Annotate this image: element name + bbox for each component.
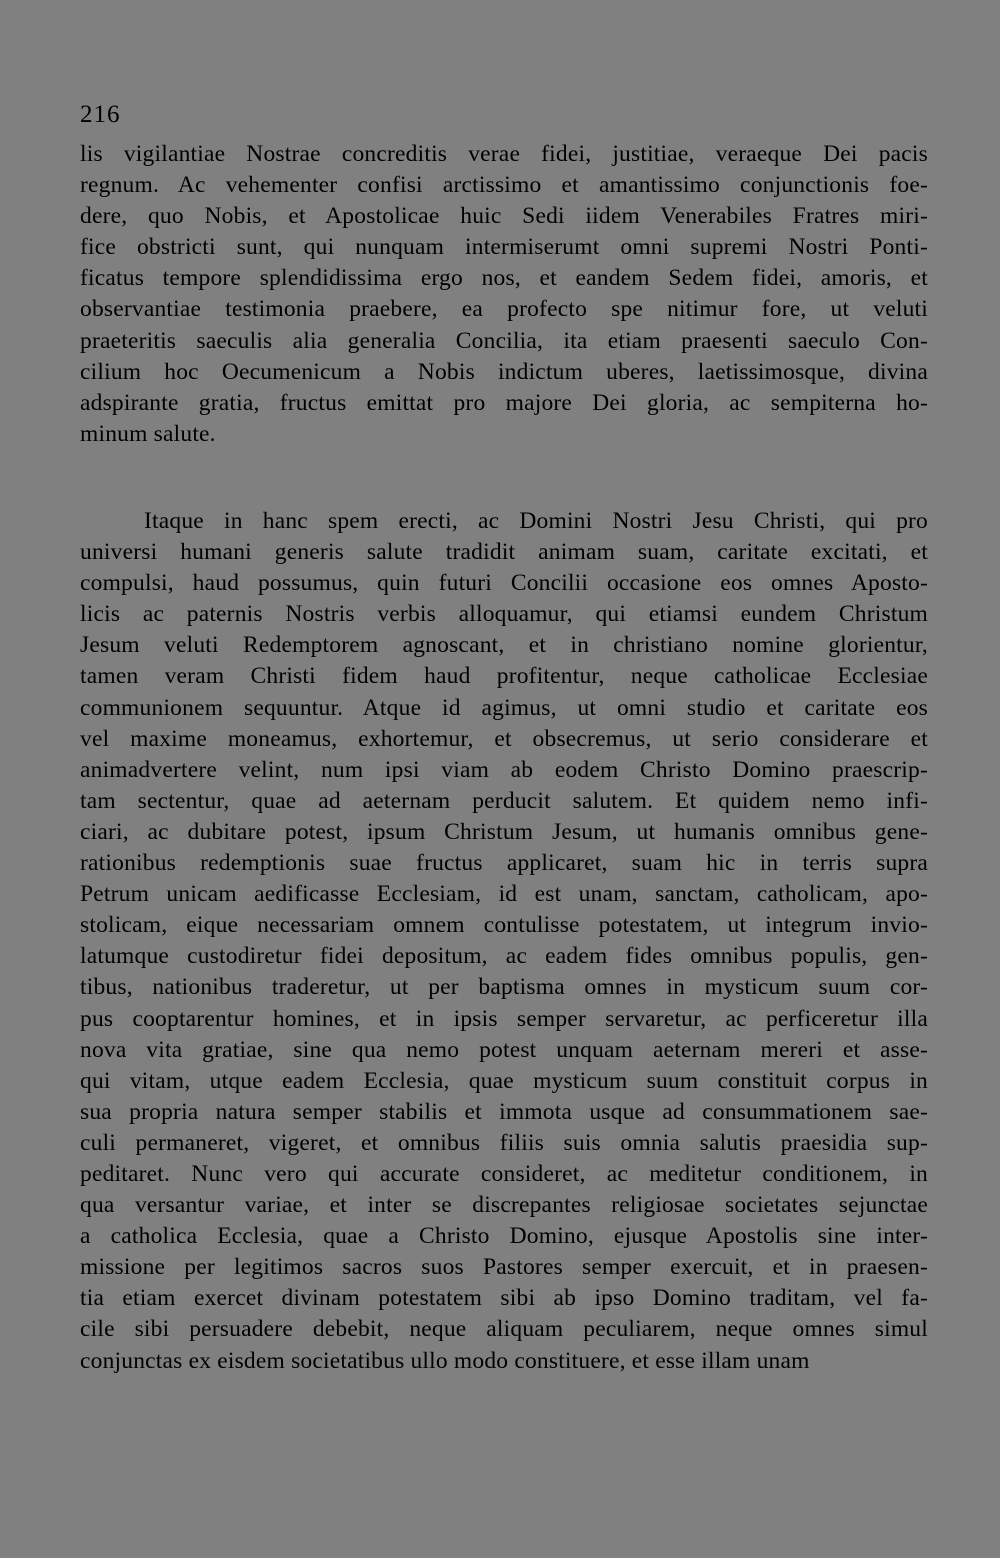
text-line: tibus, nationibus traderetur, ut per baptisma omnes in mysticum suum cor- — [80, 974, 928, 1001]
text-line: compulsi, haud possumus, quin futuri Concilii occasione eos omnes Aposto- — [80, 570, 928, 597]
text-line: qua versantur variae, et inter se discrepantes religiosae societates sejunctae — [80, 1192, 928, 1219]
text-line: stolicam, eique necessariam omnem contulisse potestatem, ut integrum invio- — [80, 912, 928, 939]
text-line: peditaret. Nunc vero qui accurate consideret, ac meditetur conditionem, in — [80, 1160, 928, 1187]
text-line: cile sibi persuadere debebit, neque aliquam peculiarem, neque omnes simul — [80, 1316, 928, 1343]
text-line: minum salute. — [80, 420, 216, 447]
text-line: dere, quo Nobis, et Apostolicae huic Sedi iidem Venerabiles Fratres miri- — [80, 203, 928, 230]
text-line: rationibus redemptionis suae fructus applicaret, suam hic in terris supra — [80, 850, 928, 877]
text-line: fice obstricti sunt, qui nunquam intermiserumt omni supremi Nostri Ponti- — [80, 234, 928, 261]
text-line: tam sectentur, quae ad aeternam perducit salutem. Et quidem nemo infi- — [80, 787, 928, 814]
text-line: regnum. Ac vehementer confisi arctissimo et amantissimo conjunctionis foe- — [80, 172, 928, 199]
text-line: missione per legitimos sacros suos Pastores semper exercuit, et in praesen- — [80, 1254, 928, 1281]
text-line: sua propria natura semper stabilis et immota usque ad consummationem sae- — [80, 1098, 928, 1125]
paragraph-1 — [80, 139, 928, 450]
text-line: tamen veram Christi fidem haud profitentur, neque catholicae Ecclesiae — [80, 663, 928, 690]
text-line: animadvertere velint, num ipsi viam ab eodem Christo Domino praescrip- — [80, 756, 928, 783]
text-line: ficatus tempore splendidissima ergo nos, et eandem Sedem fidei, amoris, et — [80, 265, 928, 292]
text-line: culi permaneret, vigeret, et omnibus filiis suis omnia salutis praesidia sup- — [80, 1129, 928, 1156]
page-number: 216 — [80, 101, 121, 128]
text-line: latumque custodiretur fidei depositum, ac eadem fides omnibus populis, gen- — [80, 943, 928, 970]
text-line: universi humani generis salute tradidit animam suam, caritate excitati, et — [80, 539, 928, 566]
text-line: pus cooptarentur homines, et in ipsis semper servaretur, ac perficeretur illa — [80, 1005, 928, 1032]
text-line: qui vitam, utque eadem Ecclesia, quae mysticum suum constituit corpus in — [80, 1067, 928, 1094]
text-line: ciari, ac dubitare potest, ipsum Christum Jesum, ut humanis omnibus gene- — [80, 818, 928, 845]
text-line: tia etiam exercet divinam potestatem sibi ab ipso Domino traditam, vel fa- — [80, 1285, 928, 1312]
text-line: observantiae testimonia praebere, ea profecto spe nitimur fore, ut veluti — [80, 296, 928, 323]
text-line: conjunctas ex eisdem societatibus ullo modo constituere, et esse illam unam — [80, 1347, 810, 1374]
paragraph-2 — [80, 506, 928, 1377]
text-line: licis ac paternis Nostris verbis alloquamur, qui etiamsi eundem Christum — [80, 601, 928, 628]
text-line: a catholica Ecclesia, quae a Christo Domino, ejusque Apostolis sine inter- — [80, 1223, 928, 1250]
text-line: lis vigilantiae Nostrae concreditis verae fidei, justitiae, veraeque Dei pacis — [80, 141, 928, 167]
text-line: praeteritis saeculis alia generalia Concilia, ita etiam praesenti saeculo Con- — [80, 327, 928, 354]
text-line: Itaque in hanc spem erecti, ac Domini Nostri Jesu Christi, qui pro — [144, 508, 928, 534]
text-line: vel maxime moneamus, exhortemur, et obsecremus, ut serio considerare et — [80, 725, 928, 752]
text-line: nova vita gratiae, sine qua nemo potest unquam aeternam mereri et asse- — [80, 1036, 928, 1063]
text-line: communionem sequuntur. Atque id agimus, ut omni studio et caritate eos — [80, 694, 928, 721]
text-line: adspirante gratia, fructus emittat pro majore Dei gloria, ac sempiterna ho- — [80, 389, 928, 416]
text-line: Petrum unicam aedificasse Ecclesiam, id est unam, sanctam, catholicam, apo- — [80, 881, 928, 908]
text-line: cilium hoc Oecumenicum a Nobis indictum uberes, laetissimosque, divina — [80, 358, 928, 385]
text-line: Jesum veluti Redemptorem agnoscant, et in christiano nomine glorientur, — [80, 632, 928, 659]
